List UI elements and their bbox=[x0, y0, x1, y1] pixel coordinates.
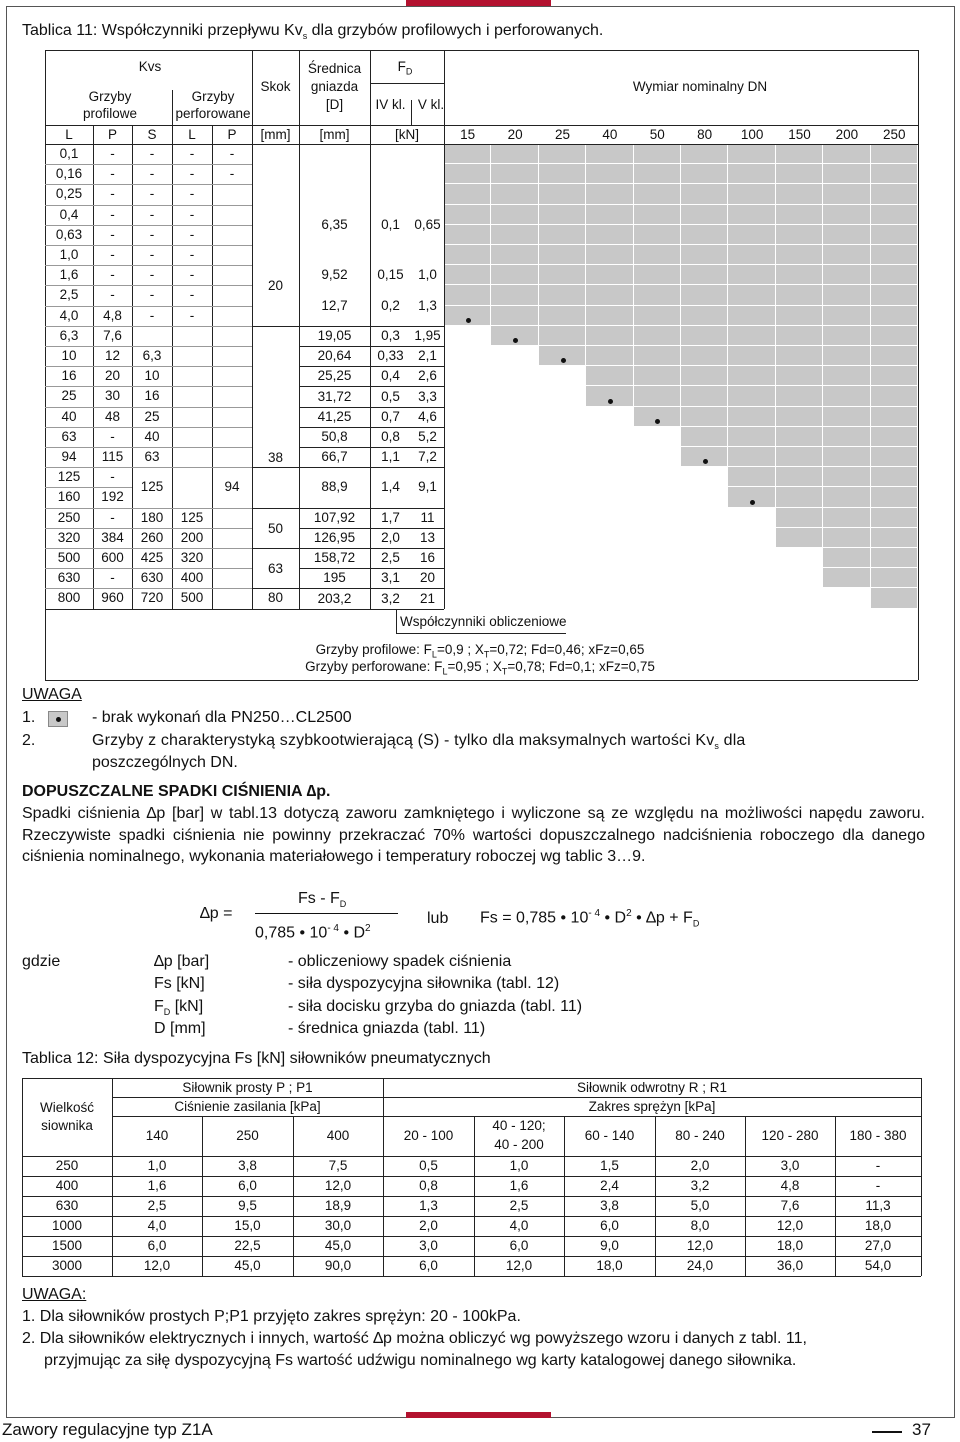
table11-colheader: P bbox=[107, 127, 117, 142]
uwaga2-n2-line2: przyjmując za siłę dyspozycyjną Fs wartość udźwigu nominalnego wg karty katalogowej danego siłownika. bbox=[44, 1352, 797, 1369]
table12-cell: 3,8 bbox=[238, 1158, 257, 1173]
table11-dn-label: Wymiar nominalny DN bbox=[632, 79, 768, 94]
table11-kv-cell: 20 bbox=[104, 368, 121, 384]
table11-kv-cell: 1,0 bbox=[59, 247, 79, 262]
table11-seat-diameter: 158,72 bbox=[313, 550, 356, 566]
uwaga-n2-text: Grzyby z charakterystyką szybkootwierającą (S) - tylko dla maksymalnych wartości $Kv_s$ dla bbox=[92, 732, 746, 752]
table12-cell: 18,0 bbox=[864, 1218, 892, 1233]
table11-kv-cell: - bbox=[149, 267, 155, 283]
table11-seat-diameter: 107,92 bbox=[313, 509, 356, 525]
table12-col-header: 140 bbox=[145, 1128, 169, 1143]
table11-kv-cell: 125 bbox=[180, 509, 204, 525]
table11-fd-iv: 2,0 bbox=[381, 529, 400, 545]
table11-dn-header: 40 bbox=[602, 127, 618, 142]
uwaga2-n1: 1. Dla siłowników prostych P;P1 przyjęto zakres sprężyn: 20 - 100kPa. bbox=[22, 1308, 521, 1325]
table11-fd-label: $F_D$ bbox=[397, 59, 413, 77]
table11-kv-cell: 94 bbox=[61, 449, 77, 464]
table11-kv-cell: 125 bbox=[57, 469, 81, 485]
table12-cell: - bbox=[875, 1158, 881, 1173]
gdzie-desc-fd: - siła docisku grzyba do gniazda (tabl. 11) bbox=[288, 998, 583, 1015]
gdzie-desc-fs: - siła dyspozycyjna siłownika (tabl. 12) bbox=[288, 975, 560, 992]
table11-dn-header: 20 bbox=[507, 127, 523, 142]
table12-cell: 54,0 bbox=[864, 1258, 892, 1273]
table11-kv-cell: 500 bbox=[180, 590, 204, 606]
table11-kv-cell: 2,5 bbox=[59, 287, 79, 303]
table12-col-header: 60 - 140 bbox=[584, 1128, 635, 1143]
table11-kv-cell: - bbox=[149, 307, 155, 323]
table11-kv-cell: - bbox=[189, 166, 195, 182]
table11-kv-cell: 40 bbox=[144, 428, 160, 444]
table11-kv-cell: 0,1 bbox=[59, 146, 79, 161]
table12-cell: 6,0 bbox=[147, 1238, 167, 1253]
table11-srednica-3: [D] bbox=[325, 97, 344, 112]
table12-cell: 12,0 bbox=[143, 1258, 171, 1273]
table11-kv-cell: 25 bbox=[144, 408, 160, 424]
table12-cell: 8,0 bbox=[690, 1218, 710, 1233]
table12-cell: 7,6 bbox=[780, 1198, 800, 1213]
table11-fd-v: 16 bbox=[419, 550, 436, 566]
table12-odwrotny: Siłownik odwrotny R ; R1 bbox=[576, 1080, 728, 1095]
dopuszczalne-paragraph: Spadki ciśnienia ∆p [bar] w tabl.13 dotyczą zaworu zamkniętego i wyliczone są ze względu na możliwości napędu zaworu. Rzeczywiste spadki ciśnienia nie powinny przekraczać 70% wartości dopuszczalnego nadciśnienia roboczego dla danego ciśnienia nominalnego, wykonania materiałowego i temperatury roboczej wg tablic 3…9. bbox=[22, 805, 925, 865]
formula-lhs: ∆p = bbox=[200, 905, 233, 922]
table11-kv-cell: 0,4 bbox=[59, 206, 79, 222]
table12-cell: 1500 bbox=[51, 1238, 83, 1253]
table11-fd-v: 7,2 bbox=[418, 449, 437, 465]
table11-dn-header: 200 bbox=[835, 127, 859, 142]
table12-cell: 400 bbox=[55, 1178, 79, 1193]
table11-seat-diameter: 12,7 bbox=[321, 297, 348, 313]
table12-cell: 1,0 bbox=[509, 1158, 529, 1173]
table11-skok-38: 38 bbox=[267, 450, 284, 466]
table11-kv-cell: - bbox=[110, 146, 115, 161]
table11-fd-v: 3,3 bbox=[418, 388, 437, 404]
table11-kv-cell: - bbox=[189, 247, 195, 262]
table11-kv-cell: 63 bbox=[144, 449, 160, 464]
table11-fd-iv: 0,3 bbox=[381, 327, 400, 343]
table11-colheader: [mm] bbox=[319, 127, 350, 142]
table12-cell: 3,0 bbox=[780, 1158, 800, 1173]
table11-kv-cell: 25 bbox=[61, 388, 77, 404]
table11-kv-cell: - bbox=[229, 146, 235, 161]
table11-kv-cell: 384 bbox=[101, 529, 124, 545]
table12-cell: - bbox=[875, 1178, 881, 1193]
table12-cell: 1,6 bbox=[509, 1178, 529, 1193]
table12-cell: 22,5 bbox=[234, 1238, 261, 1253]
table11-kv-cell: 630 bbox=[140, 570, 164, 586]
table11-kv-cell: 500 bbox=[57, 550, 81, 565]
table11-kvs-label: Kvs bbox=[138, 59, 162, 74]
table11-colheader: P bbox=[227, 127, 237, 142]
table11-fd-v: 4,6 bbox=[418, 408, 437, 424]
gdzie-sym-d: D [mm] bbox=[154, 1020, 206, 1037]
table11-kv-cell: - bbox=[189, 206, 195, 222]
table12-col-header: 400 bbox=[326, 1128, 350, 1143]
table11-fd-v: 21 bbox=[419, 590, 436, 606]
table11-kv-cell: - bbox=[189, 146, 195, 161]
table11-kv-cell: - bbox=[110, 226, 115, 242]
table12-cell: 3000 bbox=[51, 1258, 83, 1273]
table11-kv-cell: - bbox=[189, 287, 195, 303]
table12-cell: 90,0 bbox=[324, 1258, 352, 1273]
table11-kv-cell: - bbox=[189, 307, 195, 323]
table11-kv-cell: 12 bbox=[104, 348, 121, 363]
uwaga2-n2: 2. Dla siłowników elektrycznych i innych, wartość ∆p można obliczyć wg powyższego wzoru i danych z tabl. 11, bbox=[22, 1330, 807, 1347]
table11-srednica-2: gniazda bbox=[310, 79, 359, 94]
table11-seat-diameter: 203,2 bbox=[317, 590, 352, 606]
gdzie-sym-fs: Fs [kN] bbox=[154, 975, 205, 992]
table12-col-header: 120 - 280 bbox=[761, 1128, 819, 1143]
table12-cell: 12,0 bbox=[776, 1218, 804, 1233]
table12-cell: 4,0 bbox=[147, 1218, 167, 1233]
table12-cell: 6,0 bbox=[238, 1178, 257, 1193]
table11-kv-cell: 400 bbox=[180, 570, 204, 586]
table11-kv-cell: 7,6 bbox=[103, 327, 122, 343]
gdzie-sym-dp: ∆p [bar] bbox=[154, 953, 210, 970]
table12-cell: 1000 bbox=[51, 1218, 83, 1233]
table12-cell: 9,0 bbox=[600, 1238, 619, 1253]
table11-fd-iv: 0,33 bbox=[377, 348, 404, 364]
table11-kv-cell: 6,3 bbox=[142, 348, 162, 363]
table11-seat-diameter: 50,8 bbox=[321, 428, 348, 444]
table12-cell: 1,3 bbox=[419, 1198, 438, 1213]
table11-kv-cell: 6,3 bbox=[59, 327, 79, 343]
table12-wielkosc-1: Wielkość bbox=[39, 1100, 94, 1115]
table12-cell: 12,0 bbox=[324, 1178, 352, 1193]
table12-cell: 1,5 bbox=[600, 1158, 619, 1173]
table11-colheader: L bbox=[188, 127, 196, 142]
table11-fd-iv: 0,5 bbox=[381, 388, 400, 404]
table11-kv-cell: - bbox=[110, 206, 115, 222]
table11-kv-cell: - bbox=[110, 186, 115, 202]
table12-cell: 2,0 bbox=[690, 1158, 710, 1173]
table11-kv-cell: 10 bbox=[144, 368, 160, 384]
table11-fd-iv: 0,15 bbox=[377, 267, 404, 283]
uwaga-n2: 2. bbox=[22, 732, 36, 749]
table12-vline bbox=[921, 1078, 922, 1276]
table11-dn-header: 100 bbox=[740, 127, 764, 142]
gdzie-desc-dp: - obliczeniowy spadek ciśnienia bbox=[288, 953, 512, 970]
table11-kv-cell: - bbox=[110, 509, 115, 525]
table12-cell: 3,8 bbox=[600, 1198, 619, 1213]
table11-skok: Skok bbox=[260, 79, 291, 94]
table12-cell: 630 bbox=[55, 1198, 79, 1213]
table12-cell: 2,5 bbox=[509, 1198, 529, 1213]
table11-kv-cell: 630 bbox=[57, 570, 81, 586]
table11-fd-iv: 1,1 bbox=[381, 449, 400, 465]
table11-kv-cell: 720 bbox=[140, 590, 164, 606]
table11-kv-cell: 600 bbox=[101, 550, 124, 565]
table11-fd-v: 2,1 bbox=[418, 348, 437, 364]
formula-numerator: Fs - $F_D$ bbox=[298, 890, 347, 910]
table11-title: Tablica 11: Współczynniki przepływu $Kv_s$ dla grzybów profilowych i perforowanych. bbox=[22, 22, 604, 42]
uwaga2-title: UWAGA: bbox=[22, 1286, 87, 1303]
table11-kv-cell: 250 bbox=[57, 509, 81, 525]
table12-col-header-b: 40 - 200 bbox=[494, 1137, 544, 1152]
table11-fd-iv: 0,1 bbox=[381, 216, 400, 232]
table11-kv-cell: - bbox=[110, 166, 115, 182]
table11-kv-cell: 960 bbox=[101, 590, 124, 606]
table11-profil-2: profilowe bbox=[82, 106, 138, 121]
table11-skok-50: 50 bbox=[267, 520, 284, 536]
table12-col-header: 250 bbox=[236, 1128, 259, 1143]
table11-kv-cell: - bbox=[189, 186, 195, 202]
table12-col-header: 80 - 240 bbox=[675, 1128, 725, 1143]
table11-dn-header: 15 bbox=[460, 127, 476, 142]
table11-kv-cell: - bbox=[189, 226, 195, 242]
table11-dn-header: 80 bbox=[697, 127, 713, 142]
table11-dn-header: 150 bbox=[788, 127, 811, 142]
table12-cell: 6,0 bbox=[419, 1258, 438, 1273]
table11-skok-63: 63 bbox=[267, 561, 284, 577]
table11-colheader: [mm] bbox=[260, 127, 291, 142]
table11-dn-header: 25 bbox=[554, 127, 570, 142]
table12-cell: 36,0 bbox=[776, 1258, 804, 1273]
table12-col-header: 180 - 380 bbox=[849, 1128, 907, 1143]
table11-kv-cell: 48 bbox=[104, 408, 121, 424]
table11-fd-iv: 1,4 bbox=[381, 479, 400, 495]
table11-kv-cell: - bbox=[149, 166, 155, 182]
table11-kv-cell: 320 bbox=[180, 550, 204, 565]
table12-cell: 30,0 bbox=[324, 1218, 352, 1233]
dopuszczalne-title: DOPUSZCZALNE SPADKI CIŚNIENIA ∆p. bbox=[22, 783, 331, 800]
table12-cell: 27,0 bbox=[864, 1238, 892, 1253]
table11-kv-cell: - bbox=[110, 428, 115, 444]
table11-kv-cell: - bbox=[149, 186, 155, 202]
table12-cell: 11,3 bbox=[865, 1198, 891, 1213]
table11-kv-cell: - bbox=[149, 146, 155, 161]
table11-dn-header: 250 bbox=[883, 127, 906, 142]
table11-kv-cell: 4,0 bbox=[59, 307, 79, 323]
table11-colheader: S bbox=[147, 127, 157, 142]
table11-fd-iv: 0,2 bbox=[381, 297, 400, 313]
table11-fd-v: 5,2 bbox=[418, 428, 437, 444]
gdzie-label: gdzie bbox=[22, 953, 61, 970]
table11-iv-kl: IV kl. bbox=[375, 97, 406, 112]
table11-kv-cell: 115 bbox=[101, 449, 124, 464]
table11-merged-l: 94 bbox=[224, 479, 240, 495]
table11-seat-diameter: 6,35 bbox=[321, 216, 348, 232]
footer-rule bbox=[872, 1431, 902, 1433]
table12-cell: 18,9 bbox=[324, 1198, 352, 1213]
table11-fd-v: 2,6 bbox=[418, 368, 437, 384]
gdzie-desc-d: - średnica gniazda (tabl. 11) bbox=[288, 1020, 486, 1037]
table12-cell: 0,5 bbox=[419, 1158, 438, 1173]
formula-lub: lub bbox=[427, 910, 449, 927]
table12-cell: 1,6 bbox=[147, 1178, 167, 1193]
table11-fd-iv: 0,4 bbox=[381, 368, 400, 384]
table11-kv-cell: 40 bbox=[61, 408, 77, 424]
table11-kv-cell: 16 bbox=[144, 388, 160, 404]
table11-seat-diameter: 41,25 bbox=[317, 408, 352, 424]
uwaga-n2-line2: poszczególnych DN. bbox=[92, 754, 238, 771]
table11-kv-cell: 16 bbox=[61, 368, 77, 384]
table11-kv-cell: 180 bbox=[140, 509, 164, 525]
table12-cell: 2,4 bbox=[600, 1178, 619, 1193]
table12-cell: 9,5 bbox=[238, 1198, 257, 1213]
table12-prosty: Siłownik prosty P ; P1 bbox=[182, 1080, 313, 1095]
table11-kv-cell: 4,8 bbox=[103, 307, 122, 323]
table12-cell: 45,0 bbox=[234, 1258, 261, 1273]
table12-cell: 18,0 bbox=[596, 1258, 623, 1273]
table12-cell: 4,0 bbox=[509, 1218, 529, 1233]
table12-cell: 45,0 bbox=[324, 1238, 352, 1253]
table12-cell: 5,0 bbox=[690, 1198, 710, 1213]
table11-kv-cell: - bbox=[149, 226, 155, 242]
table11-kv-cell: 0,16 bbox=[55, 166, 83, 182]
table11-kv-cell: 200 bbox=[180, 529, 204, 545]
formula-denominator: 0,785 • $10^{- 4}$ • $D^2$ bbox=[255, 923, 371, 942]
formula-2: Fs = 0,785 • $10^{- 4}$ • $D^2$ • $\Delta p + F_D$ bbox=[480, 908, 700, 929]
table11-seat-diameter: 19,05 bbox=[317, 327, 352, 343]
table12-bottom-border bbox=[22, 1276, 921, 1277]
table11-colheader: L bbox=[65, 127, 73, 142]
table11-v-kl: V kl. bbox=[417, 97, 445, 112]
table11-fd-v: 20 bbox=[419, 570, 436, 586]
table11-srednica-1: Średnica bbox=[307, 61, 362, 76]
table12-col-header: 40 - 120; bbox=[492, 1118, 546, 1133]
table11-kv-cell: - bbox=[229, 166, 235, 182]
table11-kv-cell: 260 bbox=[140, 529, 164, 545]
table11-wsp-title: Współczynniki obliczeniowe bbox=[400, 614, 567, 629]
table11-perf-1: Grzyby bbox=[191, 89, 235, 104]
table11-kv-cell: 320 bbox=[57, 529, 81, 545]
table11-fd-iv: 3,2 bbox=[381, 590, 400, 606]
table11-kv-cell: - bbox=[110, 287, 115, 303]
table12-col-header: 20 - 100 bbox=[403, 1128, 454, 1143]
table12-title: Tablica 12: Siła dyspozycyjna Fs [kN] siłowników pneumatycznych bbox=[22, 1050, 491, 1067]
table11-kv-cell: 160 bbox=[57, 489, 81, 505]
table11-seat-diameter: 31,72 bbox=[317, 388, 352, 404]
table11-fd-iv: 0,7 bbox=[381, 408, 400, 424]
table12-cell: 1,0 bbox=[147, 1158, 167, 1173]
table12-cell: 15,0 bbox=[234, 1218, 261, 1233]
table11-wsp-profil: Grzyby profilowe: $F_L=0,9$ ; $X_T=0,72$; Fd=0,46; xFz=0,65 bbox=[315, 642, 645, 660]
table11-colheader: [kN] bbox=[394, 127, 419, 142]
table11-fd-v: 1,3 bbox=[418, 297, 437, 313]
table11-skok-80: 80 bbox=[267, 590, 284, 606]
table12-wielkosc-2: siownika bbox=[41, 1118, 93, 1133]
table11-wsp-perf: Grzyby perforowane: $F_L=0,95$ ; $X_T=0,78$; Fd=0,1; xFz=0,75 bbox=[305, 659, 655, 677]
footer-title: Zawory regulacyjne typ Z1A bbox=[2, 1420, 213, 1439]
table11-kv-cell: 0,25 bbox=[55, 186, 83, 202]
table12-cell: 18,0 bbox=[776, 1238, 804, 1253]
table11-kv-cell: 10 bbox=[61, 348, 77, 363]
table11-seat-diameter: 20,64 bbox=[317, 348, 352, 364]
table12-cell: 12,0 bbox=[505, 1258, 533, 1273]
table12-cell: 3,2 bbox=[690, 1178, 710, 1193]
table11-kv-cell: 30 bbox=[104, 388, 121, 404]
uwaga-n1: 1. bbox=[22, 709, 36, 726]
table11-skok-20: 20 bbox=[267, 278, 284, 294]
table12-cell: 12,0 bbox=[686, 1238, 714, 1253]
table12-cell: 6,0 bbox=[600, 1218, 619, 1233]
uwaga-title: UWAGA bbox=[22, 686, 82, 703]
table12-cell: 24,0 bbox=[686, 1258, 714, 1273]
table11-fd-v: 13 bbox=[419, 529, 436, 545]
table12-cell: 7,5 bbox=[328, 1158, 348, 1173]
table11-kv-cell: - bbox=[110, 469, 115, 485]
table12-cisnienie: Ciśnienie zasilania [kPa] bbox=[174, 1099, 321, 1114]
table11-kv-cell: 63 bbox=[61, 428, 77, 444]
table11-seat-diameter: 195 bbox=[323, 570, 346, 586]
table11-fd-v: 9,1 bbox=[418, 479, 437, 495]
table11-kv-cell: 192 bbox=[101, 489, 124, 505]
table11-kv-cell: 1,6 bbox=[59, 267, 79, 283]
table11-seat-diameter: 9,52 bbox=[321, 267, 348, 283]
table11-fd-iv: 3,1 bbox=[381, 570, 400, 586]
table11-fd-v: 0,65 bbox=[414, 216, 441, 232]
table12-cell: 250 bbox=[55, 1158, 79, 1173]
table11-seat-diameter: 126,95 bbox=[313, 529, 356, 545]
table11-kv-cell: 425 bbox=[140, 550, 164, 565]
table11-profil-1: Grzyby bbox=[88, 89, 132, 104]
table11-fd-iv: 1,7 bbox=[381, 509, 400, 525]
table11-dn-header: 50 bbox=[649, 127, 665, 142]
table11-merged-s: 125 bbox=[140, 479, 164, 495]
table11-perf-2: perforowane bbox=[175, 106, 251, 121]
page-number: 37 bbox=[912, 1420, 931, 1439]
table11-fd-iv: 2,5 bbox=[381, 550, 400, 566]
table11-seat-diameter: 25,25 bbox=[317, 368, 352, 384]
table11-fd-v: 1,0 bbox=[418, 267, 437, 283]
gdzie-sym-fd: $F_D$ [kN] bbox=[154, 998, 204, 1018]
table11-kv-cell: - bbox=[110, 570, 115, 586]
table12-cell: 0,8 bbox=[419, 1178, 438, 1193]
table12-cell: 6,0 bbox=[509, 1238, 529, 1253]
table11-kv-cell: - bbox=[149, 287, 155, 303]
table11-fd-v: 11 bbox=[420, 509, 435, 525]
table11-fd-iv: 0,8 bbox=[381, 428, 400, 444]
table11-seat-diameter: 88,9 bbox=[321, 479, 348, 495]
table12-cell: 2,5 bbox=[147, 1198, 167, 1213]
table12-zakres: Zakres sprężyn [kPa] bbox=[588, 1099, 716, 1114]
table11-kv-cell: - bbox=[110, 267, 115, 283]
table12-cell: 3,0 bbox=[419, 1238, 438, 1253]
table11-kv-cell: - bbox=[149, 247, 155, 262]
table11-seat-diameter: 66,7 bbox=[321, 449, 348, 465]
table11-kv-cell: - bbox=[189, 267, 195, 283]
table11-kv-cell: - bbox=[149, 206, 155, 222]
table11-kv-cell: - bbox=[110, 247, 115, 262]
table11-fd-v: 1,95 bbox=[414, 327, 441, 343]
uwaga-n1-text: - brak wykonań dla PN250…CL2500 bbox=[92, 709, 352, 726]
table12-cell: 2,0 bbox=[419, 1218, 438, 1233]
table12-cell: 4,8 bbox=[780, 1178, 800, 1193]
table11-kv-cell: 0,63 bbox=[55, 226, 83, 242]
table11-kv-cell: 800 bbox=[57, 590, 81, 606]
